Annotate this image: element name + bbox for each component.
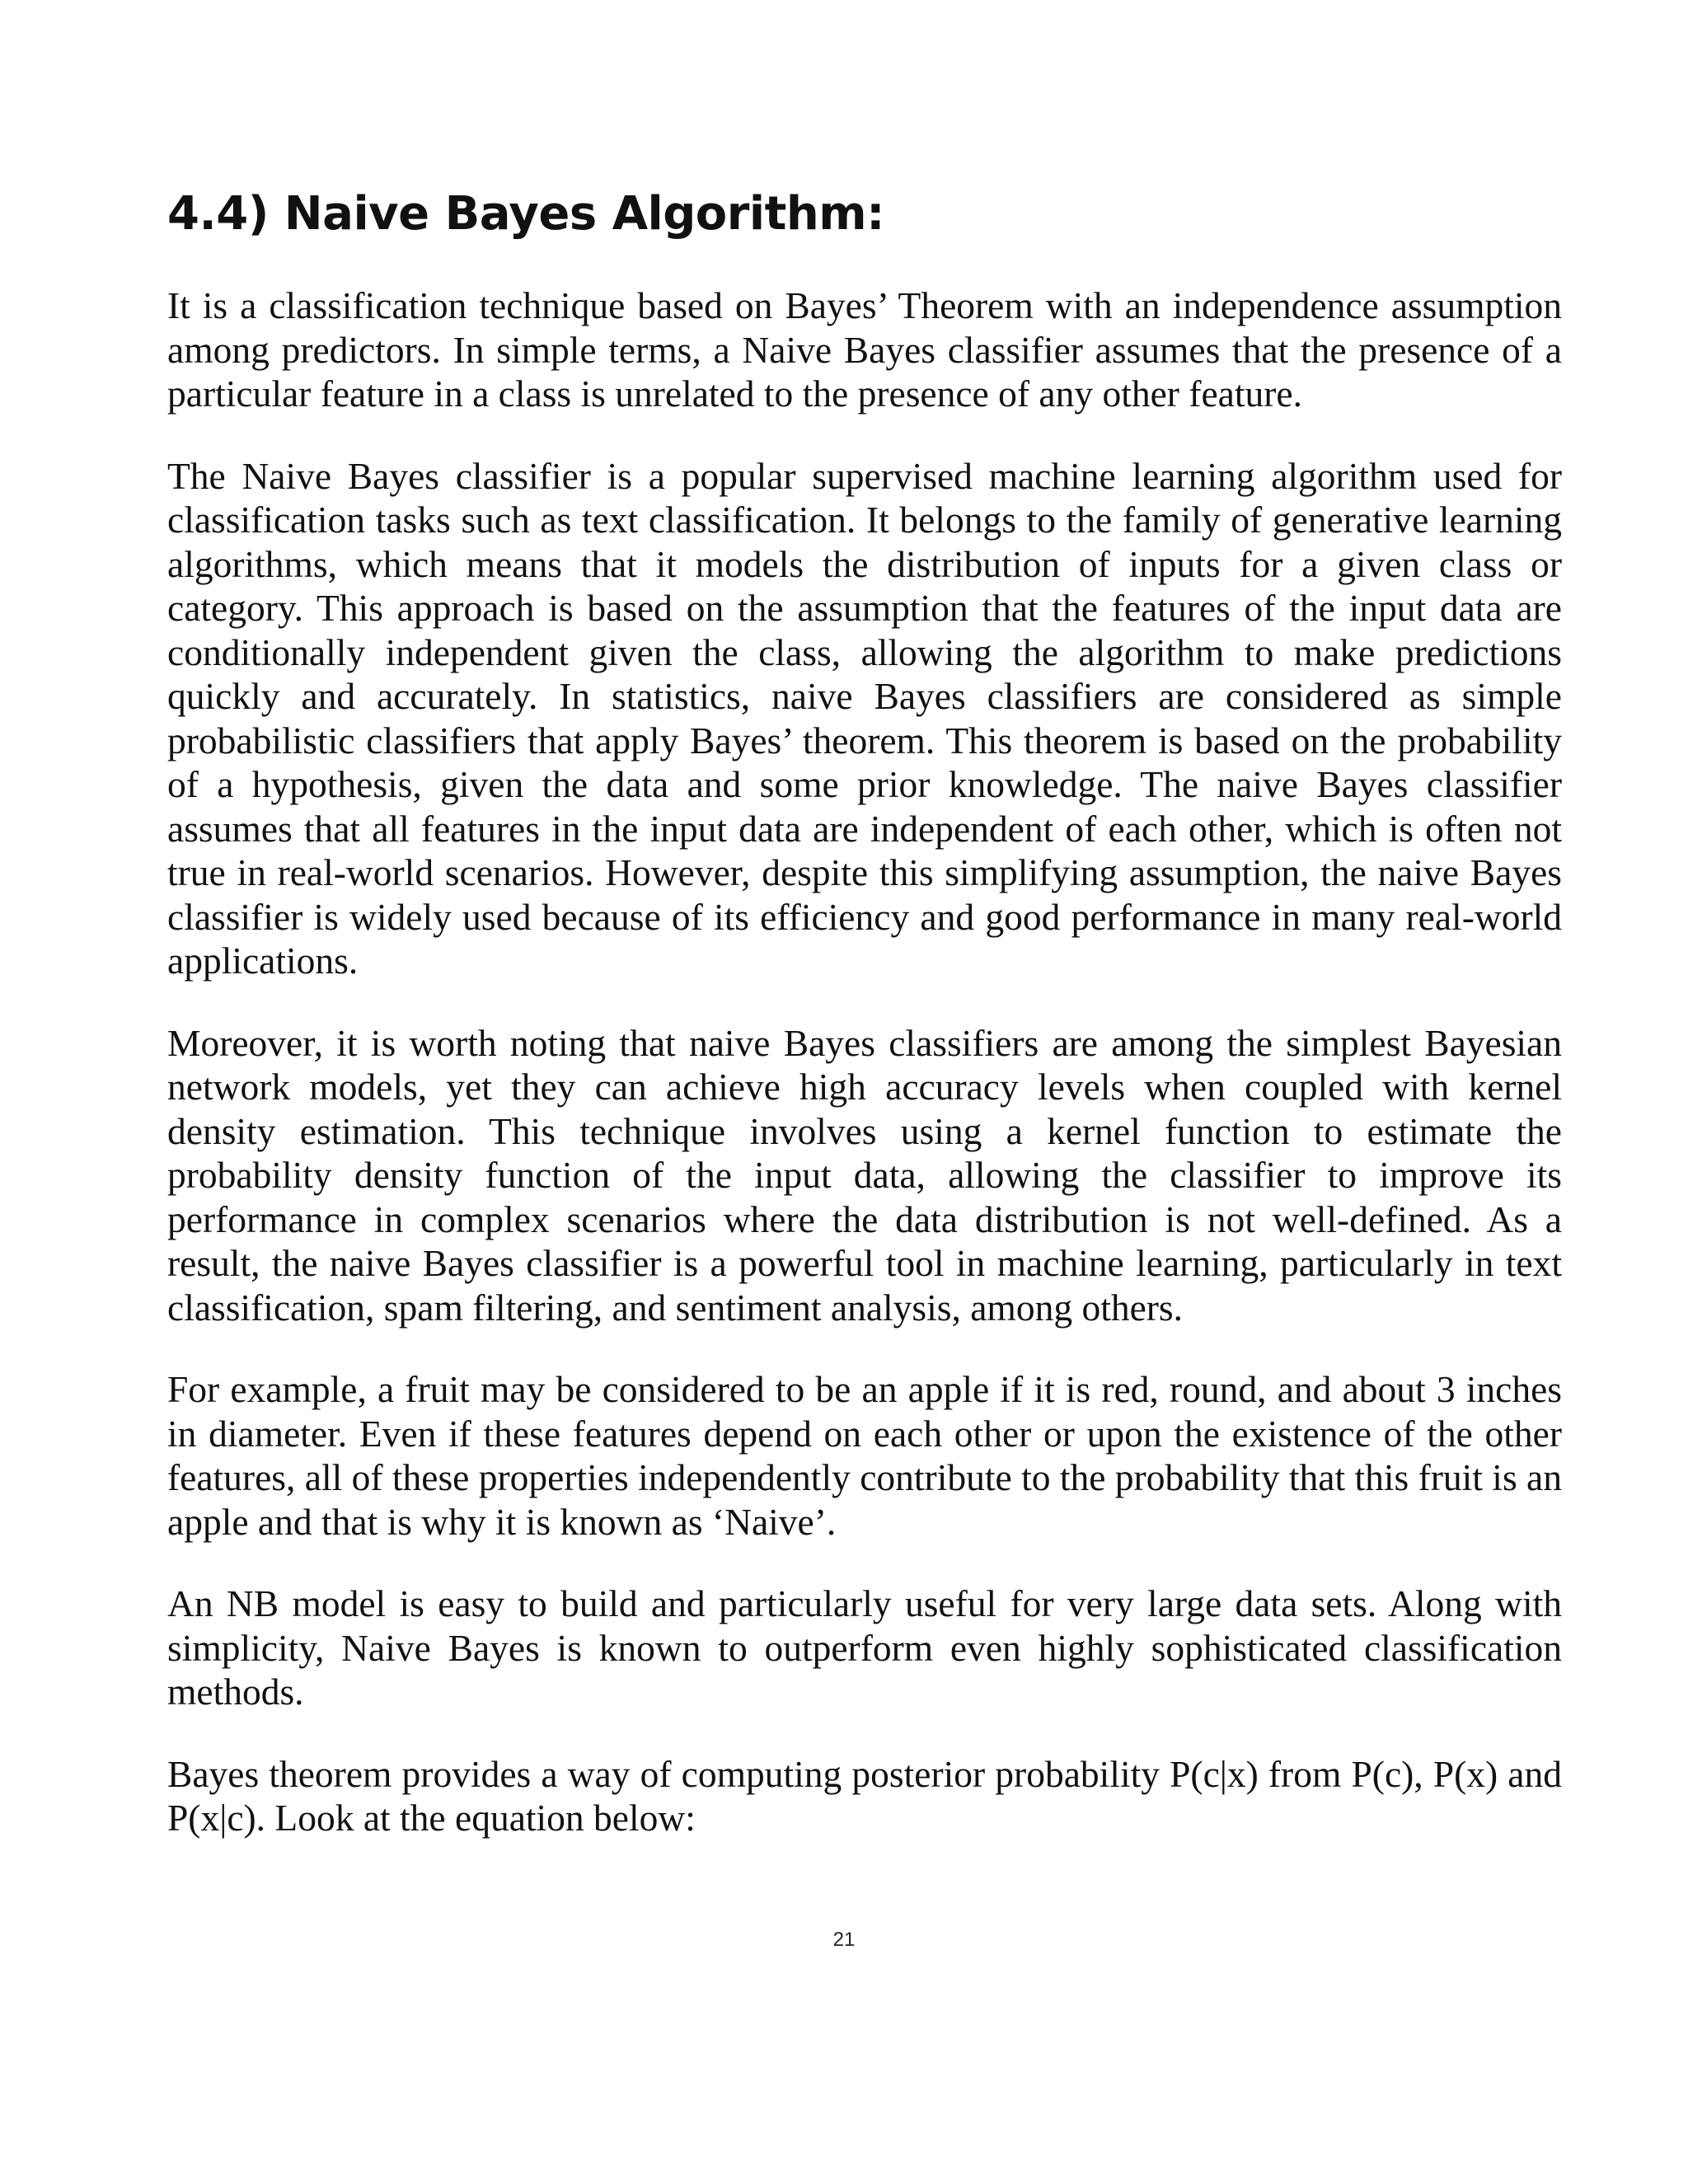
paragraph-nb-model: An NB model is easy to build and particularly useful for very large data sets. Along with simplicity, Naive Bayes is known to outperform even highly sophisticated classification methods. — [167, 1582, 1562, 1713]
paragraph-kernel-density: Moreover, it is worth noting that naive Bayes classifiers are among the simplest Bayesian network models, yet they can achieve high accuracy levels when coupled with kernel density estimation. This technique involves using a kernel function to estimate the probability density function of the input data, allowing the classifier to improve its performance in complex scenarios where the data distribution is not well-defined. As a result, the naive Bayes classifier is a powerful tool in machine learning, particularly in text classification, spam filtering, and sentiment analysis, among others. — [167, 1021, 1562, 1329]
body-text — [167, 284, 1562, 1840]
paragraph-intro: It is a classification technique based on Bayes’ Theorem with an independence assumption among predictors. In simple terms, a Naive Bayes classifier assumes that the presence of a particular feature in a class is unrelated to the presence of any other feature. — [167, 284, 1562, 415]
paragraph-classifier-overview: The Naive Bayes classifier is a popular supervised machine learning algorithm used for classification tasks such as text classification. It belongs to the family of generative learning algorithms, which means that it models the distribution of inputs for a given class or category. This approach is based on the assumption that the features of the input data are conditionally independent given the class, allowing the algorithm to make predictions quickly and accurately. In statistics, naive Bayes classifiers are considered as simple probabilistic classifiers that apply Bayes’ theorem. This theorem is based on the probability of a hypothesis, given the data and some prior knowledge. The naive Bayes classifier assumes that all features in the input data are independent of each other, which is often not true in real-world scenarios. However, despite this simplifying assumption, the naive Bayes classifier is widely used because of its efficiency and good performance in many real-world applications. — [167, 454, 1562, 982]
page-number: 21 — [832, 1929, 856, 1951]
paragraph-fruit-example: For example, a fruit may be considered to be an apple if it is red, round, and about 3 inches in diameter. Even if these features depend on each other or upon the existence of the other features, all of these properties independently contribute to the probability that this fruit is an apple and that is why it is known as ‘Naive’. — [167, 1368, 1562, 1543]
section-heading: 4.4) Naive Bayes Algorithm: — [167, 187, 884, 241]
paragraph-bayes-theorem: Bayes theorem provides a way of computing posterior probability P(c|x) from P(c), P(x) and P(x|c). Look at the equation below: — [167, 1752, 1562, 1839]
